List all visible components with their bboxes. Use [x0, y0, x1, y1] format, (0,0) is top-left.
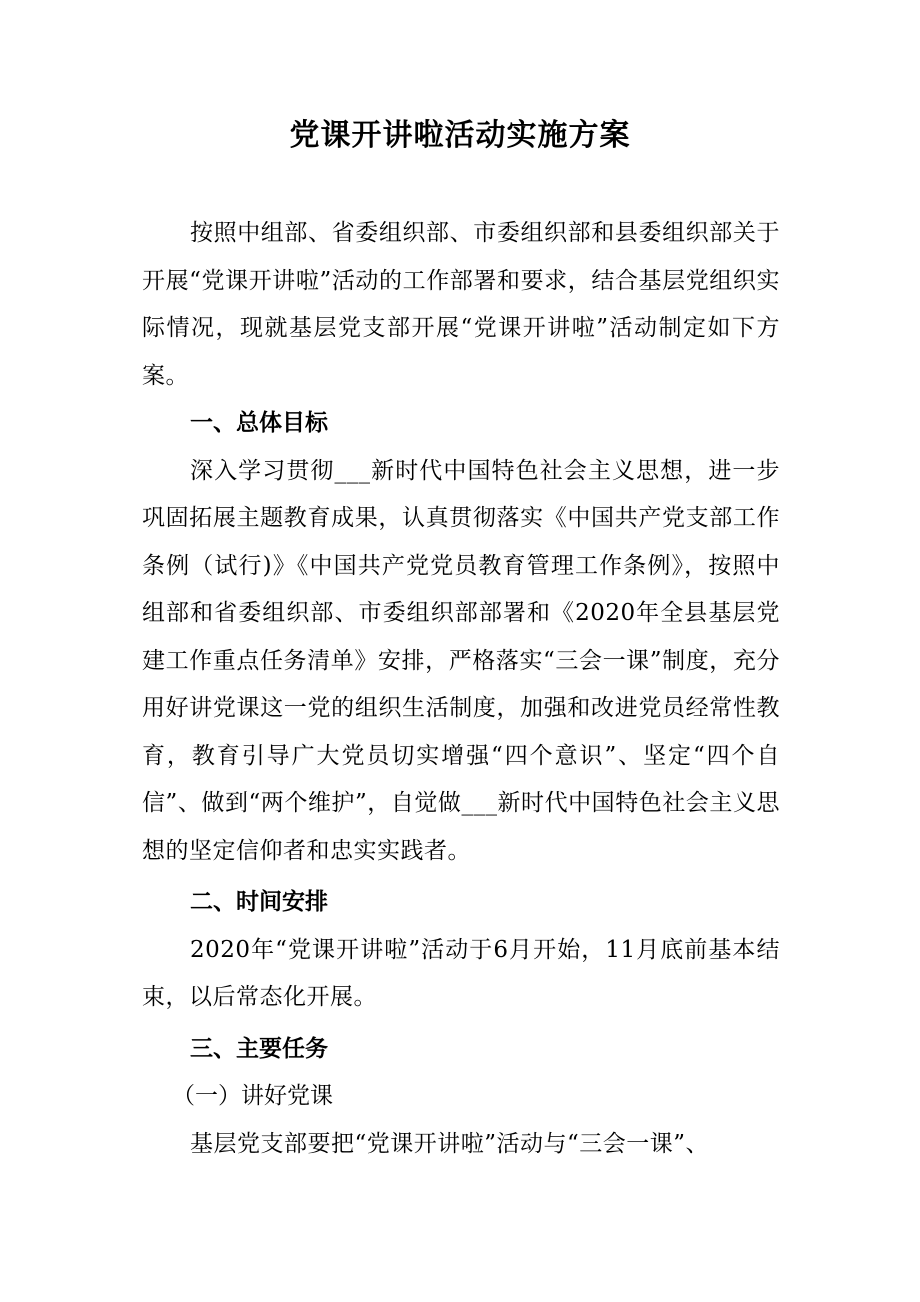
subsection-heading-lectures: （一）讲好党课 — [172, 1083, 333, 1109]
goals-paragraph: 深入学习贯彻___新时代中国特色社会主义思想，进一步巩固拓展主题教育成果，认真贯彻落实《中国共产党支部工作条例（试行)》《中国共产党党员教育管理工作条例》，按照中组部和省委组织部、市委组织部部署和《2020年全县基层党建工作重点任务清单》安排，严格落实“三会一课”制度，充分用好讲党课这一党的组织生活制度，加强和改进党员经常性教育，教育引导广大党员切实增强“四个意识”、坚定“四个自信”、做到“两个维护”，自觉做___新时代中国特色社会主义思想的坚定信仰者和忠实实践者。 — [142, 457, 780, 864]
section-heading-goals: 一、总体目标 — [190, 410, 328, 436]
section-heading-schedule: 二、时间安排 — [190, 889, 328, 915]
intro-paragraph: 按照中组部、省委组织部、市委组织部和县委组织部关于开展“党课开讲啦”活动的工作部署和要求，结合基层党组织实际情况，现就基层党支部开展“党课开讲啦”活动制定如下方案。 — [142, 220, 780, 389]
section-heading-tasks: 三、主要任务 — [190, 1035, 328, 1062]
document-title: 党课开讲啦活动实施方案 — [289, 118, 631, 153]
tasks-paragraph: 基层党支部要把“党课开讲啦”活动与“三会一课”、 — [190, 1130, 710, 1157]
document-body — [142, 210, 780, 1168]
schedule-paragraph: 2020年“党课开讲啦”活动于6月开始，11月底前基本结束，以后常态化开展。 — [142, 936, 780, 1010]
